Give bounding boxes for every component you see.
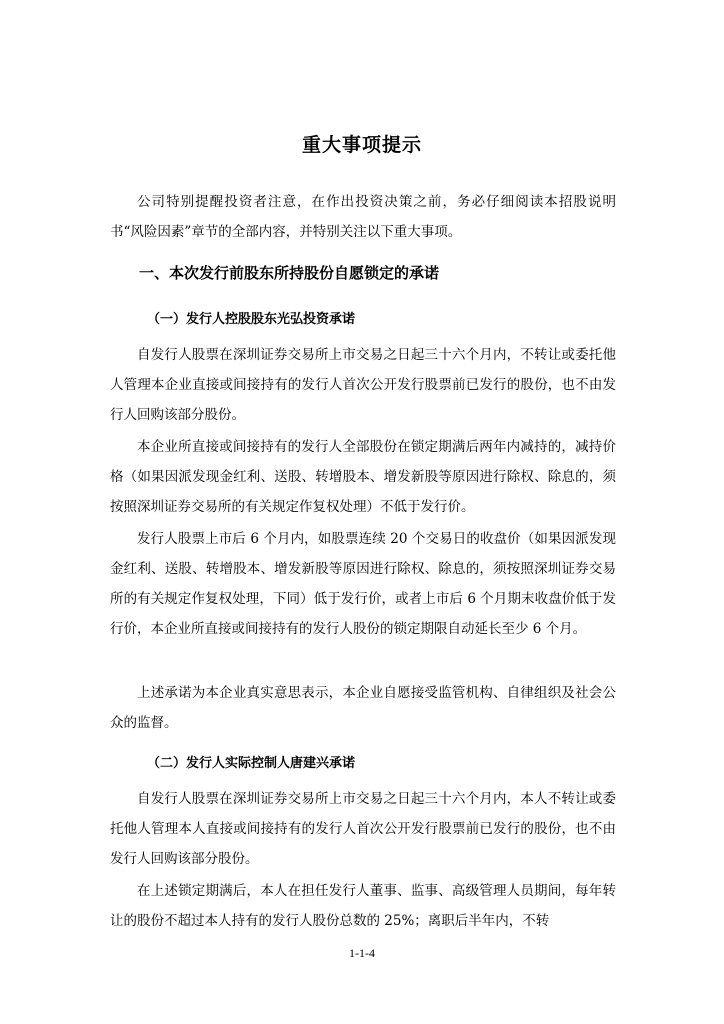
intro-paragraph: 公司特别提醒投资者注意，在作出投资决策之前，务必仔细阅读本招股说明书“风险因素”章节的全部内容，并特别关注以下重大事项。 [110, 194, 616, 240]
section-heading-share-lockup: 一、本次发行前股东所持股份自愿锁定的承诺 [139, 264, 440, 282]
actual-controller-paragraph-2: 在上述锁定期满后，本人在担任发行人董事、监事、高级管理人员期间，每年转让的股份不超过本人持有的发行人股份总数的 25%；离职后半年内，不转 [110, 883, 616, 929]
controlling-shareholder-paragraph-1: 自发行人股票在深圳证券交易所上市交易之日起三十六个月内，不转让或委托他人管理本企业直接或间接持有的发行人首次公开发行股票前已发行的股份，也不由发行人回购该部分股份。 [110, 347, 616, 423]
page-number: 1-1-4 [349, 946, 375, 960]
actual-controller-paragraph-1: 自发行人股票在深圳证券交易所上市交易之日起三十六个月内，本人不转让或委托他人管理本人直接或间接持有的发行人首次公开发行股票前已发行的股份，也不由发行人回购该部分股份。 [110, 791, 616, 867]
subsection-heading-actual-controller: （二）发行人实际控制人唐建兴承诺 [147, 756, 356, 771]
controlling-shareholder-paragraph-3: 发行人股票上市后 6 个月内，如股票连续 20 个交易日的收盘价（如果因派发现金红利、送股、转增股本、增发新股等原因进行除权、除息的，须按照深圳证券交易所的有关规定作复权处理，下同）低于发行价，或者上市后 6 个月期末收盘价低于发行价，本企业所直接或间接持有的发行人股份的锁定期限自动延长至少 6 个月。 [110, 531, 616, 637]
page-title: 重大事项提示 [301, 134, 422, 156]
subsection-heading-controlling-shareholder: （一）发行人控股股东光弘投资承诺 [147, 312, 356, 327]
controlling-shareholder-paragraph-4: 上述承诺为本企业真实意思表示，本企业自愿接受监管机构、自律组织及社会公众的监督。 [110, 685, 616, 731]
controlling-shareholder-paragraph-2: 本企业所直接或间接持有的发行人全部股份在锁定期满后两年内减持的，减持价格（如果因派发现金红利、送股、转增股本、增发新股等原因进行除权、除息的，须按照深圳证券交易所的有关规定作复权处理）不低于发行价。 [110, 439, 616, 515]
